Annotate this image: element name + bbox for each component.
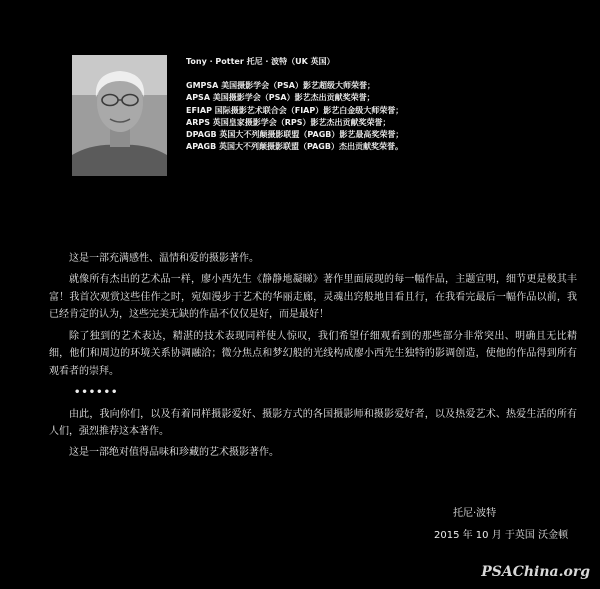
paragraph: 就像所有杰出的艺术品一样，廖小西先生《静静地凝睇》著作里面展现的每一幅作品，主题宣明，细节更是极其丰富！我首次观赏这些佳作之时，宛如漫步于艺术的华丽走廊，灵魂出窍般地目看且行，在我看完最后一幅作品以前，我已经肯定的认为，这些完美无缺的作品不仅仅是好，而是最好！ <box>49 274 577 321</box>
paragraph: 除了独到的艺术表达，精湛的技术表现同样使人惊叹，我们希望仔细观看到的那些部分非常突出、明确且无比精细，他们和周边的环境关系协调融洽；微分焦点和梦幻般的光线构成廖小西先生独特的影调创造，使他的作品得到所有观看者的崇拜。 <box>49 330 577 377</box>
honor-line: APAGB 英国大不列颠摄影联盟（PAGB）杰出贡献奖荣誉。 <box>186 142 403 152</box>
portrait-illustration <box>72 55 167 176</box>
photographer-bio <box>186 56 586 153</box>
paragraph: 这是一部充满感性、温情和爱的摄影著作。 <box>69 253 259 264</box>
photographer-name: Tony · Potter 托尼 · 波特（UK 英国） <box>186 57 335 66</box>
paragraph: 由此，我向你们，以及有着同样摄影爱好、摄影方式的各国摄影师和摄影爱好者，以及热爱艺术、热爱生活的所有人们，强烈推荐这本著作。 <box>49 408 577 438</box>
signature-date: 2015 年 10 月 于英国 沃金顿 <box>434 530 569 541</box>
preface-body <box>49 250 577 466</box>
ellipsis-separator: •••••• <box>74 386 119 398</box>
honor-line: APSA 美国摄影学会（PSA）影艺杰出贡献奖荣誉； <box>186 93 375 103</box>
portrait-photo <box>72 55 167 176</box>
paragraph: 这是一部绝对值得品味和珍藏的艺术摄影著作。 <box>69 447 279 459</box>
signature-author: 托尼·波特 <box>453 508 497 519</box>
site-watermark: PSAChina.org <box>481 564 590 580</box>
honor-line: EFIAP 国际摄影艺术联合会（FIAP）影艺白金级大师荣誉； <box>186 105 404 115</box>
honor-line: ARPS 英国皇家摄影学会（RPS）影艺杰出贡献奖荣誉； <box>186 117 391 127</box>
honor-line: DPAGB 英国大不列颠摄影联盟（PAGB）影艺最高奖荣誉； <box>186 130 404 140</box>
honor-line: GMPSA 美国摄影学会（PSA）影艺超级大师荣誉； <box>186 81 375 91</box>
